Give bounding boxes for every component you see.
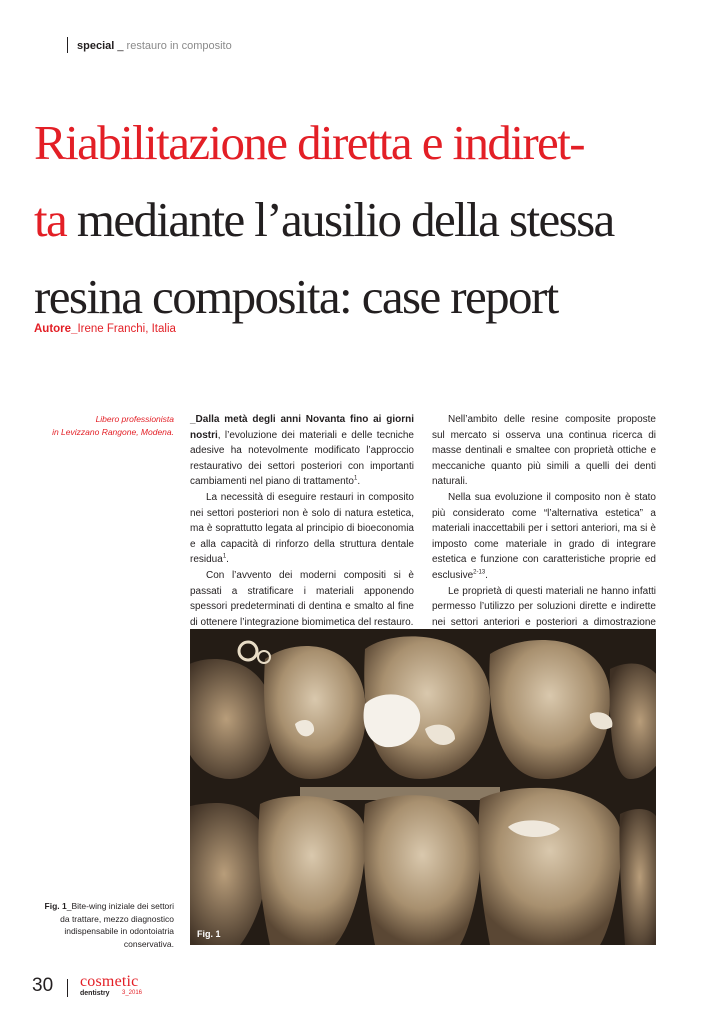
citation: 1 <box>353 476 358 483</box>
body-column-2 <box>432 412 656 662</box>
body-column-1 <box>190 412 414 630</box>
paragraph-text: , l’evoluzione dei materiali e delle tecniche adesive ha notevolmente modificato l’approccio restaurativo dei settori posteriori con importanti cambiamenti nel piano di trattamento <box>190 429 414 488</box>
header-rule <box>67 37 68 53</box>
tooth <box>478 788 621 945</box>
title-black-line-2: resina composita: case report <box>34 269 558 324</box>
author-name: Irene Franchi, Italia <box>77 323 176 335</box>
page-number: 30 <box>32 975 54 996</box>
citation: 1 <box>222 554 227 561</box>
journal-issue: 3_2016 <box>122 990 143 996</box>
paragraph <box>190 490 414 568</box>
lead-in: _Dalla metà degli anni Novanta fino ai giorni nostri <box>190 414 414 441</box>
header-separator: _ <box>114 40 127 52</box>
paragraph-end: . <box>226 554 229 566</box>
journal-logo-main: cosmetic <box>80 973 139 990</box>
tooth <box>619 809 656 945</box>
paragraph-end: . <box>485 569 488 581</box>
paragraph <box>432 490 656 584</box>
author-label: Autore_ <box>34 323 78 335</box>
title-black-line-1: mediante l’ausilio della stessa <box>66 192 614 247</box>
radiograph-figure <box>190 629 656 945</box>
paragraph-end: . <box>357 476 361 488</box>
bite-wing-radiograph <box>190 629 656 945</box>
footer-rule <box>67 979 68 997</box>
citation: 2-13 <box>473 569 486 576</box>
journal-logo-sub: dentistry <box>80 990 110 997</box>
paragraph: Nell’ambito delle resine composite proposte sul mercato si osserva una continua ricerca di masse dentinali e smaltee con proprietà ottiche e meccaniche quanto più simili a quelli dei denti naturali. <box>432 414 656 488</box>
title-red-line-2: ta <box>34 192 67 247</box>
paragraph <box>190 412 414 490</box>
title-red-line-1: Riabilitazione diretta e indiret- <box>34 115 584 170</box>
caption-text: _Bite-wing iniziale dei settori da trattare, mezzo diagnostico indispensabile in odontoiatria conservativa. <box>60 901 174 949</box>
article-title <box>34 104 694 335</box>
tooth <box>264 646 366 779</box>
running-header <box>77 40 232 52</box>
paragraph-text: Nella sua evoluzione il composito non è stato più considerato come “l’alternativa estetica” a materiali inaccettabili per i settori anteriori, ma si è imposto come materiale in grado di integrare estetica e funzione con caratteristiche proprie ed esclusive <box>432 491 656 581</box>
author-line <box>34 323 176 335</box>
header-section: special <box>77 40 115 52</box>
tooth <box>610 663 656 779</box>
affiliation-line-2: in Levizzano Rangone, Modena. <box>52 427 174 437</box>
tooth <box>363 795 481 945</box>
figure-label: Fig. 1 <box>197 929 221 939</box>
header-topic: restauro in composito <box>126 40 232 52</box>
paragraph: Le proprietà di questi materiali ne hanno infatti permesso l’utilizzo per soluzioni dirette e indirette nei settori anteriori e posteriori a dimostrazione <box>432 585 656 628</box>
paragraph: Con l’avvento dei moderni compositi si è passati a stratificare i materiali apponendo spessori predeterminati di dentina e smalto al fine di ottenere l’integrazione biomimetica del restauro. <box>190 569 414 628</box>
affiliation-line-1: Libero professionista <box>95 414 174 424</box>
figure-caption <box>34 900 174 950</box>
author-affiliation <box>34 413 174 439</box>
caption-label: Fig. 1 <box>44 901 67 911</box>
paragraph-text: La necessità di eseguire restauri in composito nei settori posteriori non è solo di natura estetica, ma è soprattutto legata al principio di bioeconomia e alla capacità di rinforzo della struttura dentale residua <box>190 491 414 566</box>
